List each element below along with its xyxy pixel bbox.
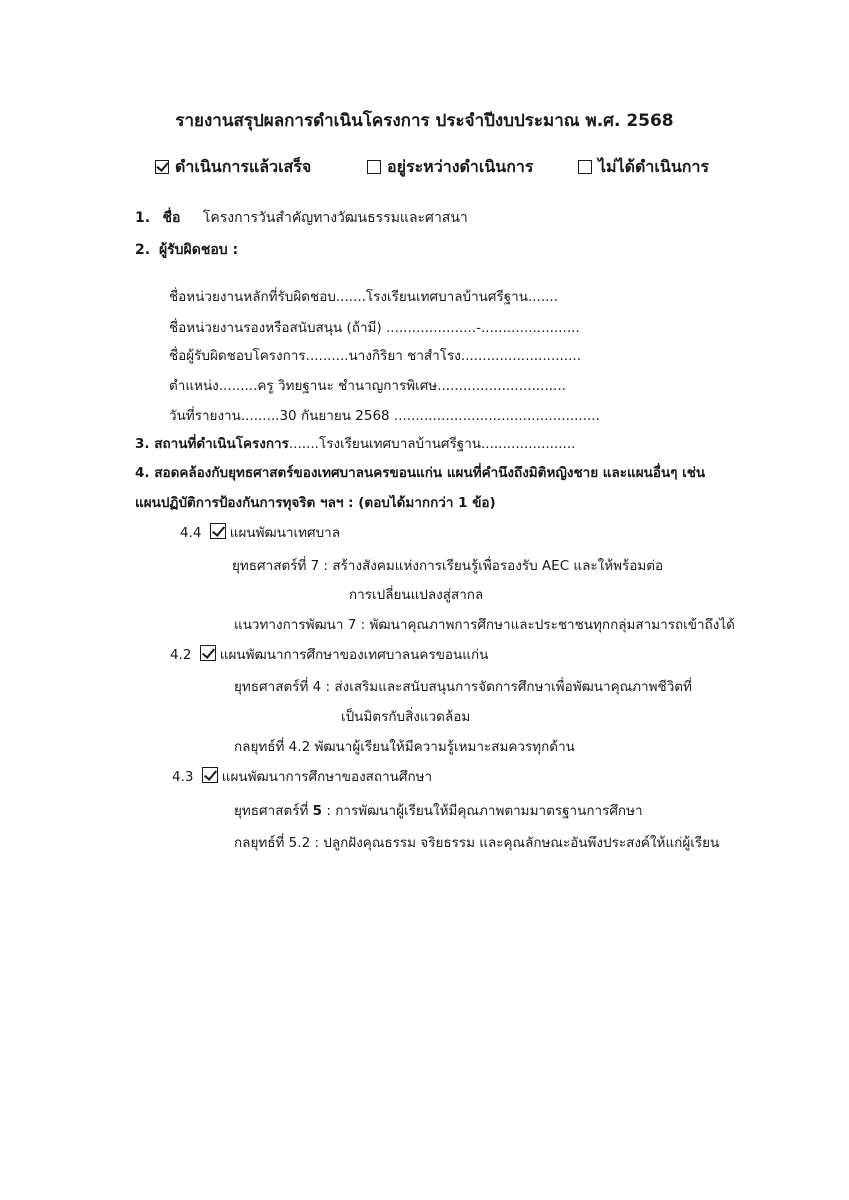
support-unit-line: ชื่อหน่วยงานรองหรือสนับสนุน (ถ้ามี) .....................-....................... bbox=[169, 320, 580, 336]
plan-4-2-strategy-line1: ยุทธศาสตร์ที่ 4 : ส่งเสริมและสนับสนุนการจัดการศึกษาเพื่อพัฒนาคุณภาพชีวิตที่ bbox=[234, 679, 692, 695]
section-1-label: ชื่อ bbox=[162, 210, 181, 226]
checked-checkbox-icon[interactable] bbox=[202, 767, 218, 783]
plan-4-2-strategy-line2: เป็นมิตรกับสิ่งแวดล้อม bbox=[341, 709, 471, 725]
status-completed-label: ดำเนินการแล้วเสร็จ bbox=[175, 157, 312, 176]
section-2-label: ผู้รับผิดชอบ : bbox=[158, 242, 239, 258]
plan-4-2 bbox=[170, 643, 488, 665]
report-date-line: วันที่รายงาน.........30 กันยายน 2568 ................................................ bbox=[169, 408, 600, 424]
status-not-done[interactable] bbox=[578, 155, 709, 180]
strategy-text: : การพัฒนาผู้เรียนให้มีคุณภาพตามมาตรฐานการศึกษา bbox=[322, 803, 643, 819]
section-3 bbox=[135, 432, 575, 454]
plan-label: แผนพัฒนาการศึกษาของสถานศึกษา bbox=[221, 769, 433, 785]
project-name: โครงการวันสำคัญทางวัฒนธรรมและศาสนา bbox=[202, 210, 468, 226]
checked-checkbox-icon[interactable] bbox=[200, 645, 216, 661]
strategy-prefix: ยุทธศาสตร์ที่ bbox=[234, 803, 313, 819]
section-4-line2: แผนปฏิบัติการป้องกันการทุจริต ฯลฯ : (ตอบได้มากกว่า 1 ข้อ) bbox=[135, 495, 496, 511]
plan-number: 4.4 bbox=[180, 525, 202, 541]
section-1 bbox=[135, 207, 468, 229]
status-in-progress[interactable] bbox=[367, 155, 533, 180]
main-unit-line: ชื่อหน่วยงานหลักที่รับผิดชอบ.......โรงเรียนเทศบาลบ้านศรีฐาน....... bbox=[169, 289, 559, 305]
status-in-progress-label: อยู่ระหว่างดำเนินการ bbox=[387, 157, 534, 176]
section-3-label: 3. สถานที่ดำเนินโครงการ bbox=[135, 436, 289, 452]
status-completed[interactable] bbox=[155, 155, 311, 180]
position-line: ตำแหน่ง.........ครู วิทยฐานะ ชำนาญการพิเศษ.............................. bbox=[169, 378, 566, 394]
plan-4-2-approach: กลยุทธ์ที่ 4.2 พัฒนาผู้เรียนให้มีความรู้เหมาะสมควรทุกด้าน bbox=[234, 739, 575, 755]
checked-checkbox-icon[interactable] bbox=[210, 523, 226, 539]
section-4-line1: 4. สอดคล้องกับยุทธศาสตร์ของเทศบาลนครขอนแก่น แผนที่คำนึงถึงมิติหญิงชาย และแผนอื่นๆ เช่น bbox=[135, 465, 706, 481]
empty-checkbox-icon[interactable] bbox=[367, 160, 381, 174]
plan-4-3-strategy bbox=[234, 799, 643, 821]
strategy-number: 5 bbox=[312, 803, 323, 819]
section-1-number: 1. bbox=[135, 210, 151, 226]
responsible-person-line: ชื่อผู้รับผิดชอบโครงการ..........นางกิริยา ชาสำโรง............................ bbox=[169, 348, 581, 364]
empty-checkbox-icon[interactable] bbox=[578, 160, 592, 174]
section-2-number: 2. bbox=[135, 242, 151, 258]
plan-4-4-strategy-line2: การเปลี่ยนแปลงสู่สากล bbox=[349, 587, 484, 603]
plan-4-4-strategy-line1: ยุทธศาสตร์ที่ 7 : สร้างสังคมแห่งการเรียนรู้เพื่อรองรับ AEC และให้พร้อมต่อ bbox=[232, 558, 664, 574]
page-title: รายงานสรุปผลการดำเนินโครงการ ประจำปีงบประมาณ พ.ศ. 2568 bbox=[175, 111, 674, 131]
plan-label: แผนพัฒนาการศึกษาของเทศบาลนครขอนแก่น bbox=[219, 647, 489, 663]
plan-number: 4.2 bbox=[170, 647, 192, 663]
plan-number: 4.3 bbox=[172, 769, 194, 785]
checked-checkbox-icon[interactable] bbox=[155, 160, 169, 174]
plan-4-3 bbox=[172, 765, 432, 787]
plan-4-4 bbox=[180, 521, 340, 543]
section-3-value: .......โรงเรียนเทศบาลบ้านศรีฐาน...................... bbox=[288, 436, 576, 452]
plan-4-4-approach: แนวทางการพัฒนา 7 : พัฒนาคุณภาพการศึกษาและประชาชนทุกกลุ่มสามารถเข้าถึงได้ bbox=[234, 617, 735, 633]
status-not-done-label: ไม่ได้ดำเนินการ bbox=[598, 157, 710, 176]
plan-4-3-approach: กลยุทธ์ที่ 5.2 : ปลูกฝังคุณธรรม จริยธรรม และคุณลักษณะอันพึงประสงค์ให้แก่ผู้เรียน bbox=[234, 835, 720, 851]
plan-label: แผนพัฒนาเทศบาล bbox=[229, 525, 341, 541]
section-2 bbox=[135, 239, 238, 261]
